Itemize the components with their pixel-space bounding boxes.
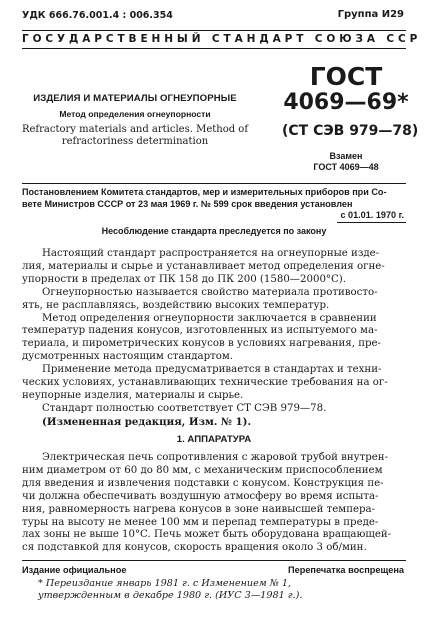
decree-line-3: с 01.01. 1970 г. [340,210,404,220]
st-sev-number: (СТ СЭВ 979—78) [282,123,419,139]
footer-rule [22,560,406,561]
intro-p3-line-1: Метод определения огнеупорности заключается в сравнении [42,312,377,324]
footnote-line-2: утвержденным в декабре 1980 г. (ИУС 3—1981 г.). [38,590,303,601]
intro-p4-line-2: ческих условиях, устанавливающих технические требования на ог- [22,377,388,389]
decree-rule [22,183,406,184]
title-ru: ИЗДЕЛИЯ И МАТЕРИАЛЫ ОГНЕУПОРНЫЕ [33,93,237,104]
footnote-line-1: * Переиздание январь 1981 г. с Изменением № 1, [38,578,292,589]
group-code: Группа И29 [337,9,404,20]
section-1-line-2: ним диаметром от 60 до 80 мм, с механическим приспособлением [22,464,383,476]
gost-label: ГОСТ [309,62,383,91]
decree-line-2: вете Министров СССР от 23 мая 1969 г. № 599 срок введения установлен [22,199,353,209]
title-en-line-2: refractoriness determination [61,136,209,147]
intro-p3-line-3: териала, и пирометрических конусов в условиях нагревания, пре- [22,338,381,350]
udk-code: УДК 666.76.001.4 : 006.354 [22,10,173,21]
section-1-line-8: ся подставкой для конусов, скорость вращения около 3 об/мин. [22,542,367,554]
intro-p4-line-3: неупорные изделия, материалы и сырье. [22,389,244,401]
intro-p2-line-2: ять, не расплавляясь, воздействию высоких температур. [22,299,330,311]
intro-p2-line-1: Огнеупорностью называется свойство материала противосто- [42,286,378,298]
prosecution-note: Несоблюдение стандарта преследуется по закону [101,226,327,236]
standard-banner: ГОСУДАРСТВЕННЫЙ СТАНДАРТ СОЮЗА ССР [22,33,422,45]
decree-date-underline [337,222,406,223]
subtitle-ru: Метод определения огнеупорности [59,109,211,119]
intro-p4-line-1: Применение метода предусматривается в стандартах и техни- [42,364,382,376]
section-1-line-4: чи должна обеспечивать воздушную атмосферу во время испыта- [22,490,379,502]
reprint-banned: Перепечатка воспрещена [288,565,404,575]
section-1-text [22,452,405,555]
decree-line-1: Постановлением Комитета стандартов, мер и измерительных приборов при Со- [22,187,387,197]
header-rule-bottom [22,48,406,49]
section-1-line-7: лах зоны не выше 10°C. Печь может быть оборудована вращающей- [22,529,392,541]
section-1-line-5: ния, равномерность нагрева конусов в зоне наивысшей темпера- [22,503,376,515]
gost-number: 4069—69* [283,90,409,115]
section-1-line-6: туры на высоту не менее 100 мм и перепад температуры в преде- [22,516,379,528]
official-edition: Издание официальное [22,565,127,575]
replace-value: ГОСТ 4069—48 [313,162,379,172]
section-1-heading: 1. АППАРАТУРА [176,434,252,445]
intro-p1-line-2: лия, материалы и сырье и устанавливает метод определения огне- [22,260,385,272]
intro-p3-line-4: дусмотренных настоящим стандартом. [22,351,234,363]
header-rule-top [22,30,406,31]
title-en-line-1: Refractory materials and articles. Method of [21,124,249,135]
intro-text [22,248,405,429]
intro-p5: Стандарт полностью соответствует СТ СЭВ 979—78. [42,402,327,414]
intro-p3-line-2: температур падения конусов, изготовленных из испытуемого ма- [22,325,378,337]
intro-p1-line-1: Настоящий стандарт распространяется на огнеупорные изде- [42,248,380,259]
section-1-line-3: для введения и извлечения подставки с конусом. Конструкция пе- [22,477,384,489]
section-1-line-1: Электрическая печь сопротивления с жаровой трубой внутрен- [42,452,389,463]
intro-p6-amendment: (Измененная редакция, Изм. № 1). [42,415,252,428]
intro-p1-line-3: упорности в пределах от ПК 158 до ПК 200 (1580—2000°C). [22,273,347,285]
replace-label: Взамен [329,151,363,161]
